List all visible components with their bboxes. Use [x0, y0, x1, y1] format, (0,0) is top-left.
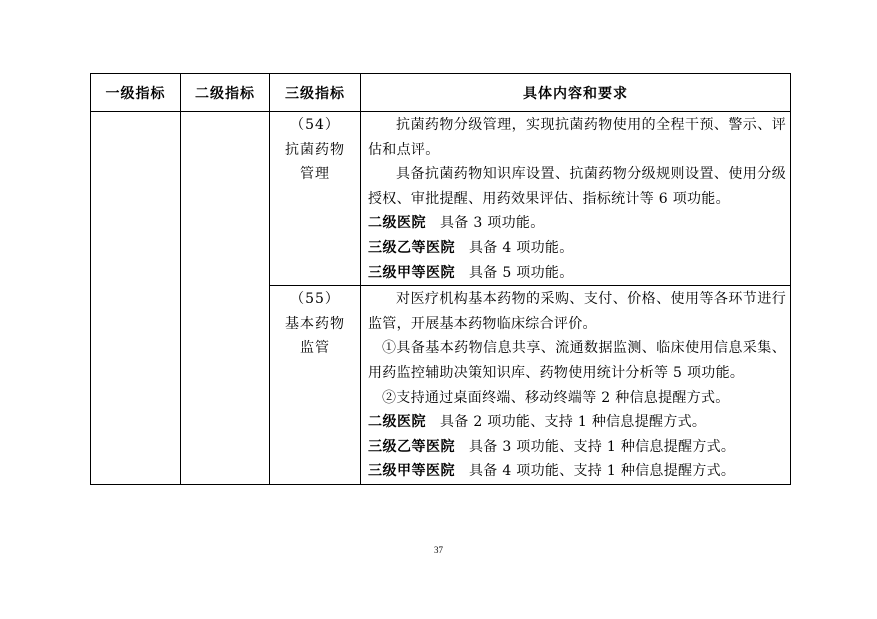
indicator-table [90, 73, 791, 485]
level1-cell [91, 112, 181, 485]
item-number: （55） [290, 291, 340, 308]
header-content: 具体内容和要求 [361, 74, 791, 112]
content-paragraph: 对医疗机构基本药物的采购、支付、价格、使用等各环节进行监管，开展基本药物临床综合评价。 [368, 291, 786, 332]
content-paragraph: ①具备基本药物信息共享、流通数据监测、临床使用信息采集、用药监控辅助决策知识库、药物使用统计分析等 5 项功能。 [368, 340, 786, 381]
content-paragraph: 抗菌药物分级管理，实现抗菌药物使用的全程干预、警示、评估和点评。 [368, 117, 786, 158]
page-number: 37 [434, 545, 443, 555]
content-cell [361, 112, 791, 286]
level-text: 具备 5 项功能。 [469, 264, 574, 281]
level-label: 三级乙等医院 [368, 438, 455, 455]
level-requirement [368, 261, 786, 286]
level-label: 三级甲等医院 [368, 463, 455, 480]
level-label: 三级乙等医院 [368, 239, 455, 256]
level-requirement [368, 236, 786, 261]
content-paragraph: ②支持通过桌面终端、移动终端等 2 种信息提醒方式。 [382, 389, 730, 406]
item-number: （54） [290, 117, 340, 133]
header-level2: 二级指标 [181, 74, 270, 112]
level-requirement [368, 410, 786, 435]
level-text: 具备 2 项功能、支持 1 种信息提醒方式。 [440, 414, 707, 431]
level2-cell [181, 112, 270, 485]
table-row [91, 112, 791, 286]
level-requirement [368, 435, 786, 460]
item-name-line2: 监管 [300, 340, 330, 357]
level-text: 具备 3 项功能。 [440, 215, 545, 232]
level-label: 二级医院 [368, 414, 426, 431]
level-label: 三级甲等医院 [368, 264, 455, 281]
level3-cell [270, 286, 361, 485]
level-text: 具备 4 项功能。 [469, 239, 574, 256]
content-paragraph: 具备抗菌药物知识库设置、抗菌药物分级规则设置、使用分级授权、审批提醒、用药效果评估、指标统计等 6 项功能。 [368, 166, 786, 207]
item-name-line1: 基本药物 [285, 315, 345, 332]
level3-cell [270, 112, 361, 286]
item-name-line2: 管理 [300, 166, 330, 182]
level-requirement [368, 211, 786, 236]
header-level3: 三级指标 [270, 74, 361, 112]
content-cell [361, 286, 791, 485]
level-text: 具备 4 项功能、支持 1 种信息提醒方式。 [469, 463, 736, 480]
item-name-line1: 抗菌药物 [285, 141, 345, 158]
header-level1: 一级指标 [91, 74, 181, 112]
header-row [91, 74, 791, 112]
level-label: 二级医院 [368, 215, 426, 232]
level-requirement [368, 459, 786, 484]
level-text: 具备 3 项功能、支持 1 种信息提醒方式。 [469, 438, 736, 455]
